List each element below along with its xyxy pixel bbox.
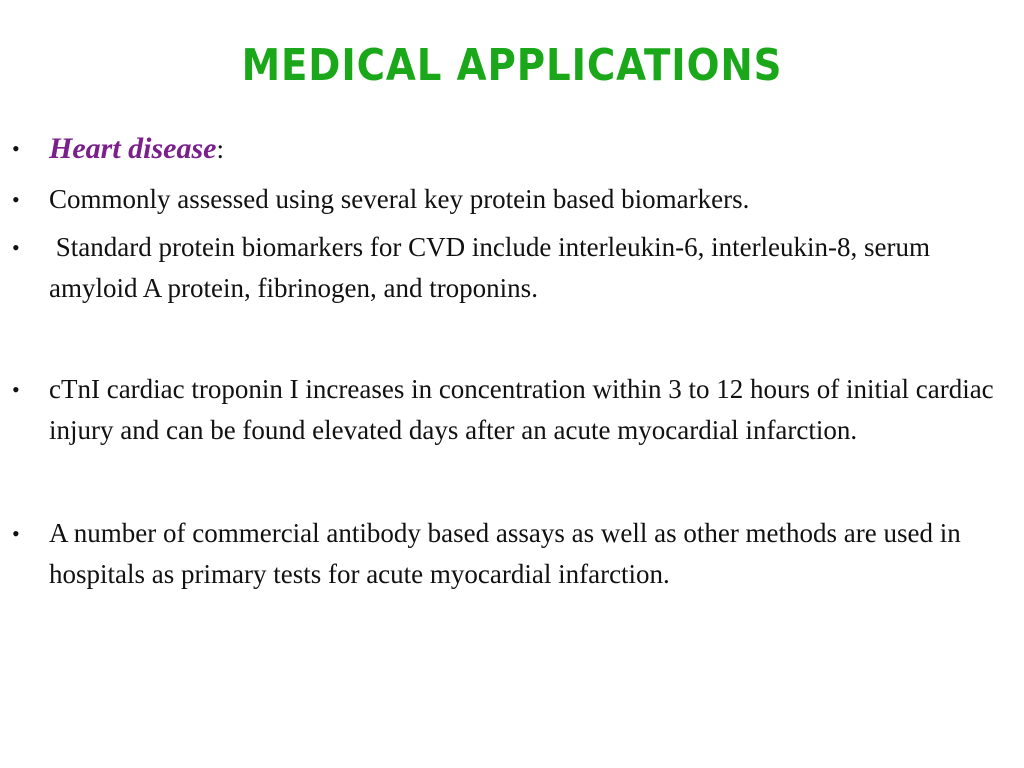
- bullet-text: Commonly assessed using several key protein based biomarkers.: [49, 184, 750, 214]
- bullet-text: cTnI cardiac troponin I increases in concentration within 3 to 12 hours of initial cardiac injury and can be found elevated days after an acute myocardial infarction.: [49, 374, 994, 445]
- slide-title: MEDICAL APPLICATIONS: [241, 40, 783, 91]
- bullet-heading-suffix: :: [216, 134, 224, 164]
- bullet-heading: Heart disease: [49, 132, 217, 165]
- bullet-dot-icon: •: [12, 187, 20, 212]
- bullet-text: A number of commercial antibody based assays as well as other methods are used in hospitals as primary tests for acute myocardial infarction.: [49, 518, 961, 589]
- bullet-list: [0, 128, 1024, 595]
- bullet-item-assessment: [0, 179, 1024, 220]
- bullet-dot-icon: •: [12, 136, 20, 161]
- bullet-dot-icon: •: [12, 521, 20, 546]
- bullet-dot-icon: •: [12, 377, 20, 402]
- bullet-item-standard-biomarkers: [0, 227, 1024, 309]
- bullet-text: Standard protein biomarkers for CVD include interleukin-6, interleukin-8, serum amyloid A protein, fibrinogen, and troponins.: [49, 232, 937, 303]
- bullet-item-ctni: [0, 369, 1024, 451]
- bullet-item-heart-disease: [0, 128, 1024, 170]
- bullet-dot-icon: •: [12, 235, 20, 260]
- bullet-item-assays: [0, 513, 1024, 595]
